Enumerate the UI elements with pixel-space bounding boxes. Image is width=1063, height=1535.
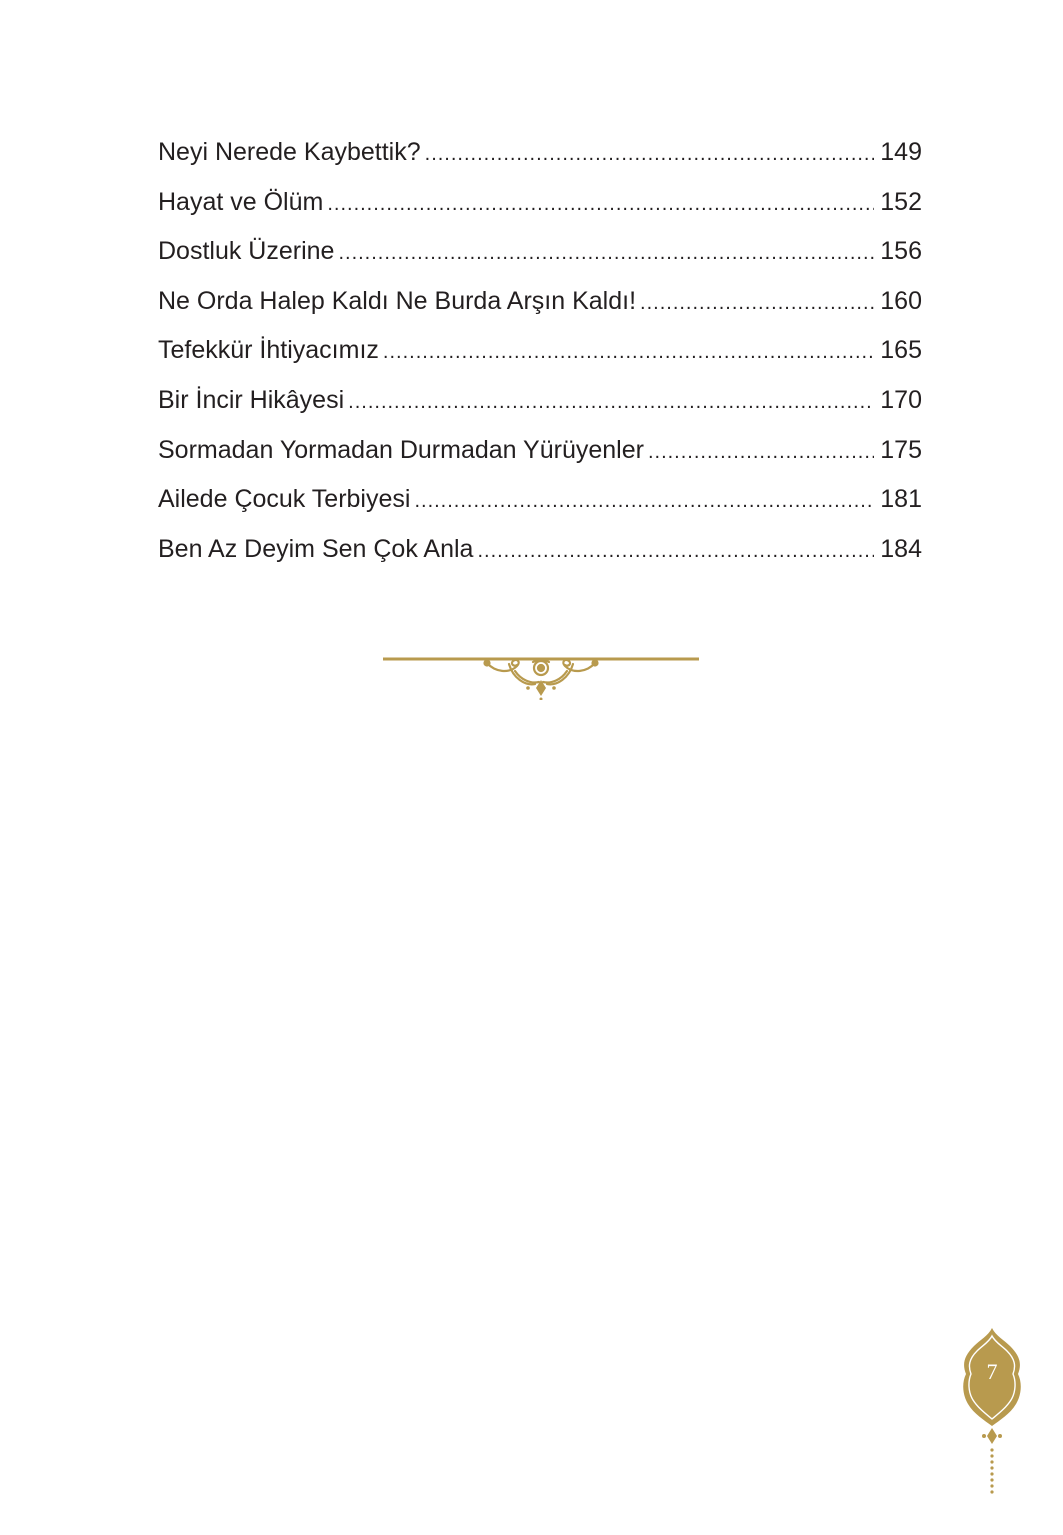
toc-entry[interactable] — [158, 277, 922, 327]
toc-entry[interactable] — [158, 326, 922, 376]
toc-entry[interactable] — [158, 426, 922, 476]
toc-leader-dots — [477, 527, 874, 577]
toc-entry[interactable] — [158, 475, 922, 525]
toc-entry-page: 156 — [880, 237, 922, 266]
toc-leader-dots — [383, 328, 874, 378]
toc-entry[interactable] — [158, 525, 922, 575]
toc-entry[interactable] — [158, 376, 922, 426]
toc-leader-dots — [648, 428, 874, 478]
toc-leader-dots — [348, 378, 874, 428]
toc-entry-page: 181 — [880, 485, 922, 514]
toc-leader-dots — [414, 477, 874, 527]
toc-entry-page: 160 — [880, 286, 922, 315]
toc-entry-page: 175 — [880, 435, 922, 464]
toc-entry-title: Ne Orda Halep Kaldı Ne Burda Arşın Kaldı! — [158, 286, 637, 315]
toc-leader-dots — [640, 279, 874, 329]
toc-leader-dots — [327, 180, 874, 230]
table-of-contents — [158, 128, 922, 574]
toc-entry-page: 149 — [880, 138, 922, 166]
ornamental-page-badge-icon — [960, 1326, 1024, 1494]
toc-entry-page: 152 — [880, 187, 922, 216]
toc-leader-dots — [338, 229, 874, 279]
toc-entry-title: Hayat ve Ölüm — [158, 187, 324, 216]
ornamental-divider-icon — [383, 650, 699, 700]
toc-entry-title: Tefekkür İhtiyacımız — [158, 336, 379, 365]
toc-entry-title: Ben Az Deyim Sen Çok Anla — [158, 534, 474, 563]
toc-entry[interactable] — [158, 178, 922, 228]
toc-entry-title: Neyi Nerede Kaybettik? — [158, 138, 421, 166]
page-number: 7 — [986, 1359, 998, 1384]
toc-entry[interactable] — [158, 128, 922, 178]
toc-entry-page: 170 — [880, 385, 922, 414]
toc-entry[interactable] — [158, 227, 922, 277]
toc-entry-title: Sormadan Yormadan Durmadan Yürüyenler — [158, 435, 644, 464]
toc-entry-page: 165 — [880, 336, 922, 365]
toc-entry-title: Dostluk Üzerine — [158, 237, 335, 266]
toc-entry-title: Ailede Çocuk Terbiyesi — [158, 485, 411, 514]
toc-entry-page: 184 — [880, 534, 922, 563]
toc-entry-title: Bir İncir Hikâyesi — [158, 385, 345, 414]
toc-leader-dots — [425, 130, 875, 180]
